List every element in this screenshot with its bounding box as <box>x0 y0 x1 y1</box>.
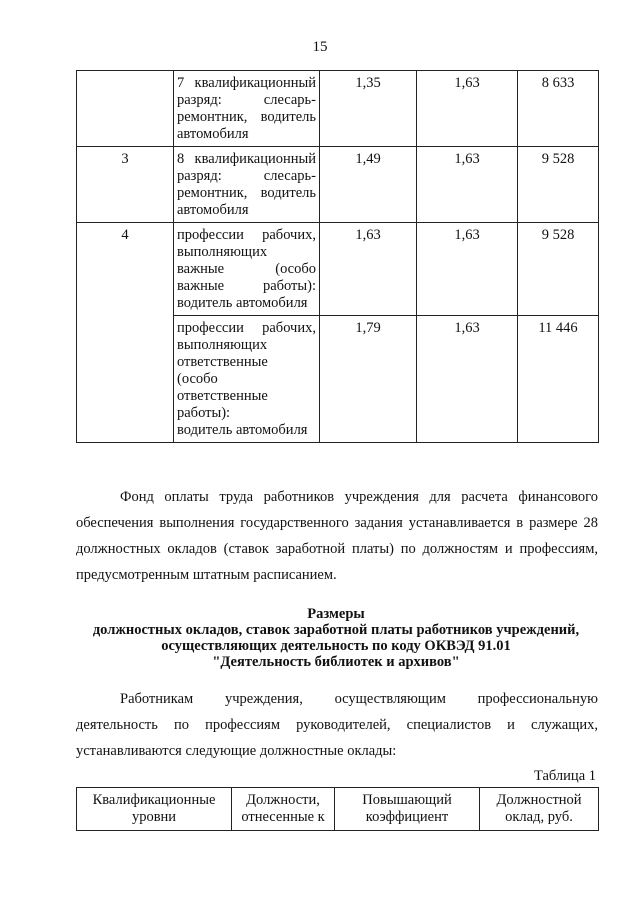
description-line: водитель автомобиля <box>177 295 308 311</box>
profession-description-cell <box>174 147 320 223</box>
salary-amount-cell: 8 633 <box>518 71 599 147</box>
description-line: 7 квалификационный <box>177 75 316 91</box>
description-line: ответственные <box>177 388 268 404</box>
description-line: (особо <box>177 371 218 387</box>
salary-amount-cell: 9 528 <box>518 147 599 223</box>
description-line: ремонтник, водитель <box>177 109 316 125</box>
description-line: профессии рабочих, <box>177 227 316 243</box>
description-line: важные работы): <box>177 278 316 294</box>
row-number-cell <box>77 71 174 147</box>
salary-table-body <box>77 71 599 443</box>
profession-description-cell <box>174 223 320 316</box>
salary-table-1 <box>76 787 599 831</box>
table-row <box>77 147 599 223</box>
description-line: разряд: слесарь- <box>177 168 316 184</box>
table-header-row <box>77 788 599 831</box>
base-coefficient-cell: 1,63 <box>417 316 518 443</box>
profession-description-cell <box>174 316 320 443</box>
base-coefficient-cell: 1,63 <box>417 223 518 316</box>
description-line: 8 квалификационный <box>177 151 316 167</box>
payroll-fund-paragraph: Фонд оплаты труда работников учреждения для расчета финансового обеспечения выполнения государственного задания устанавливается в размере 28 должностных окладов (ставок заработной платы) по должностям и профессиям, предусмотренным штатным расписанием. <box>76 489 598 583</box>
row-number-cell: 3 <box>77 147 174 223</box>
description-line: выполняющих <box>177 337 268 353</box>
description-line: ответственные <box>177 354 268 370</box>
description-line: автомобиля <box>177 202 249 218</box>
section-heading <box>60 606 612 670</box>
table-caption: Таблица 1 <box>533 768 596 784</box>
heading-line-3: осуществляющих деятельность по коду ОКВЭД 91.01 <box>161 638 511 654</box>
header-positions: Должности, отнесенные к <box>232 788 335 831</box>
description-line: выполняющих <box>177 244 268 260</box>
coefficient-cell: 1,63 <box>320 223 417 316</box>
description-line: профессии рабочих, <box>177 320 316 336</box>
coefficient-cell: 1,35 <box>320 71 417 147</box>
table-row <box>77 223 599 316</box>
base-coefficient-cell: 1,63 <box>417 147 518 223</box>
salary-amount-cell: 11 446 <box>518 316 599 443</box>
row-number-cell: 4 <box>77 223 174 443</box>
profession-description-cell <box>174 71 320 147</box>
header-qualification-levels: Квалификационные уровни <box>77 788 232 831</box>
base-coefficient-cell: 1,63 <box>417 71 518 147</box>
table-row <box>77 71 599 147</box>
coefficient-cell: 1,49 <box>320 147 417 223</box>
heading-line-4: "Деятельность библиотек и архивов" <box>212 654 460 670</box>
description-line: автомобиля <box>177 126 249 142</box>
coefficient-cell: 1,79 <box>320 316 417 443</box>
description-line: ремонтник, водитель <box>177 185 316 201</box>
description-line: важные (особо <box>177 261 316 277</box>
salary-amount-cell: 9 528 <box>518 223 599 316</box>
description-line: водитель автомобиля <box>177 422 308 438</box>
salary-table-continued <box>76 70 599 443</box>
description-line: разряд: слесарь- <box>177 92 316 108</box>
salary-intro-paragraph: Работникам учреждения, осуществляющим профессиональную деятельность по профессиям руководителей, специалистов и служащих, устанавливаются следующие должностные оклады: <box>76 691 598 759</box>
header-salary: Должностной оклад, руб. <box>480 788 599 831</box>
heading-line-1: Размеры <box>307 606 365 622</box>
page-number: 15 <box>312 39 328 55</box>
header-coefficient: Повышающий коэффициент <box>335 788 480 831</box>
heading-line-2: должностных окладов, ставок заработной платы работников учреждений, <box>92 622 580 638</box>
description-line: работы): <box>177 405 231 421</box>
